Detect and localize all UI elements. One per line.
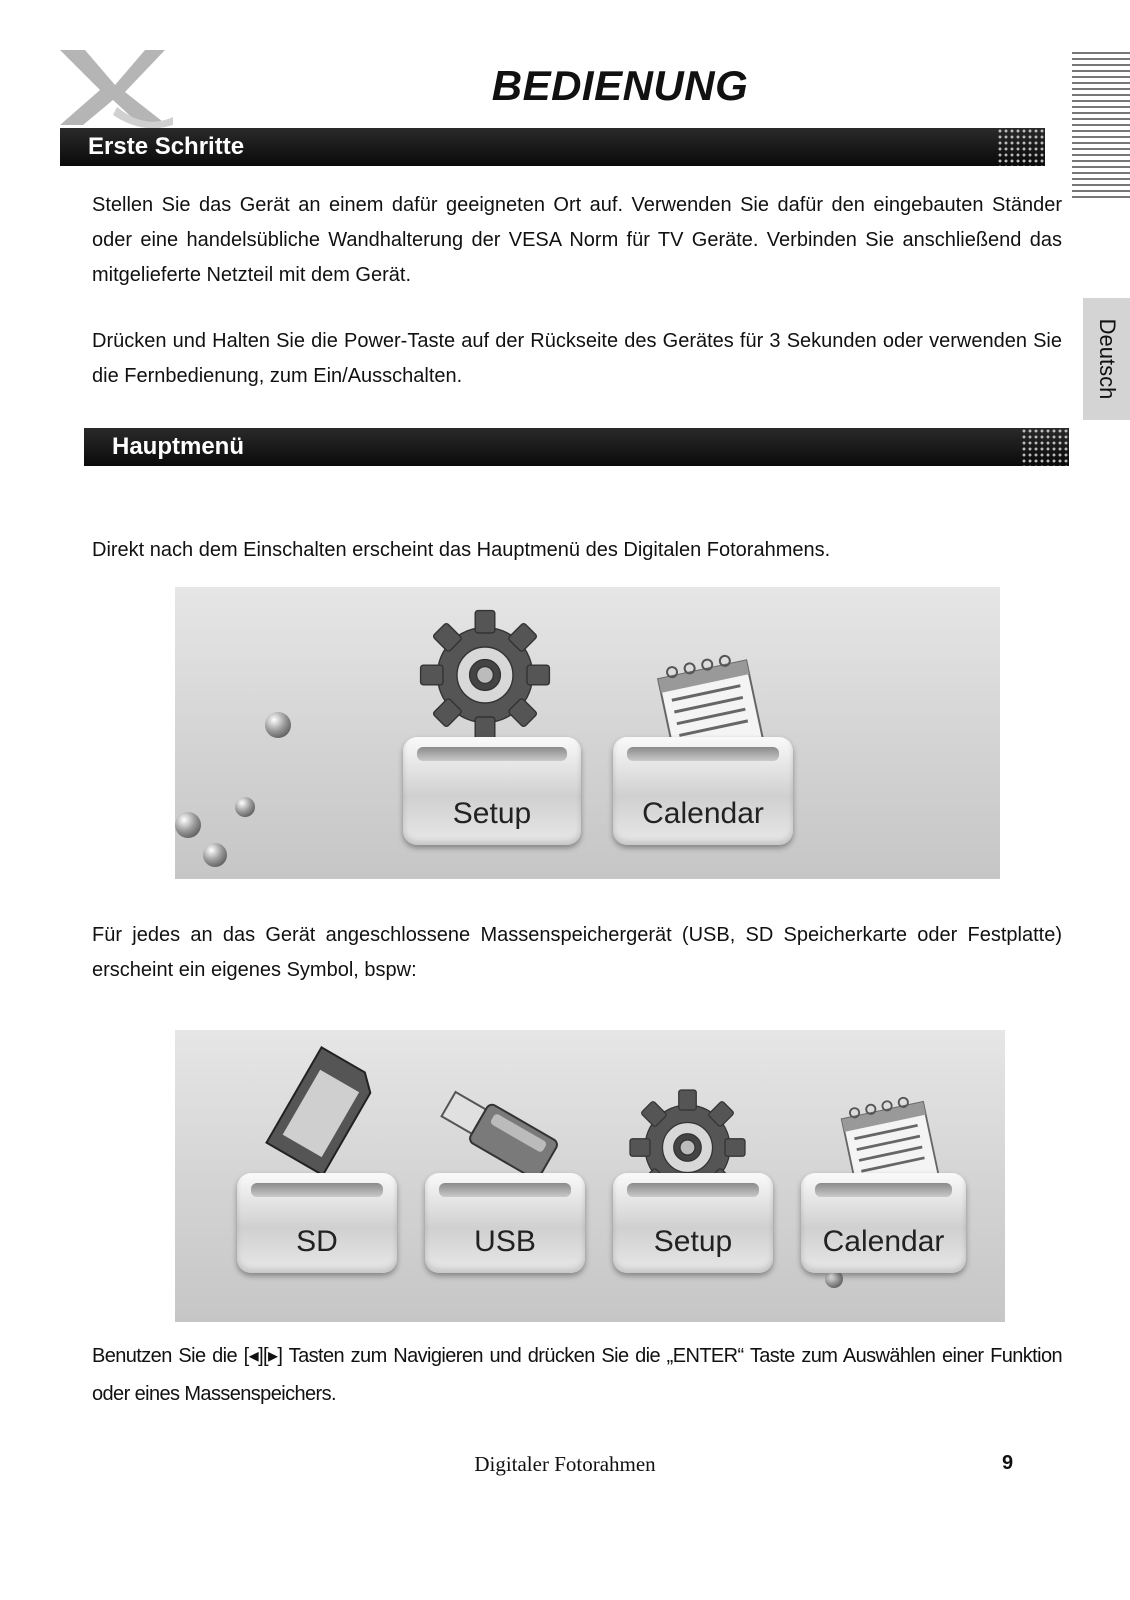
paragraph-storage-devices: Für jedes an das Gerät angeschlossene Massenspeichergerät (USB, SD Speicherkarte oder Festplatte) erscheint ein eigenes Symbol, bspw: <box>92 924 1062 981</box>
page-number: 9 <box>1002 1452 1014 1474</box>
heading-dots-decoration <box>1021 428 1069 466</box>
menu-tile-label: Calendar <box>822 1225 945 1258</box>
paragraph-main-menu: Direkt nach dem Einschalten erscheint das Hauptmenü des Digitalen Fotorahmens. <box>92 539 831 561</box>
decorative-stripes <box>1072 52 1130 202</box>
section-heading-text: Erste Schritte <box>88 133 245 160</box>
footer-product-name: Digitaler Fotorahmen <box>474 1452 656 1476</box>
paragraph-power: Drücken und Halten Sie die Power-Taste auf der Rückseite des Gerätes für 3 Sekunden oder verwenden Sie die Fernbedienung, zum Ein/Ausschalten. <box>92 330 1062 387</box>
paragraph-setup: Stellen Sie das Gerät an einem dafür geeigneten Ort auf. Verwenden Sie dafür den eingebauten Ständer oder eine handelsübliche Wandhalterung der VESA Norm für TV Geräte. Verbinden Sie anschließend das mitgelieferte Netzteil mit dem Gerät. <box>92 194 1062 286</box>
gear-icon <box>415 605 555 745</box>
decorative-ball <box>175 812 201 838</box>
menu-tile-calendar[interactable] <box>613 737 793 845</box>
menu-tile-setup[interactable] <box>613 1173 773 1273</box>
tile-slot <box>627 747 779 761</box>
tile-slot <box>815 1183 952 1197</box>
sd-card-icon <box>260 1045 380 1175</box>
tile-slot <box>251 1183 383 1197</box>
decorative-ball <box>235 797 255 817</box>
tile-slot <box>627 1183 759 1197</box>
brand-logo <box>55 45 175 130</box>
decorative-ball <box>265 712 291 738</box>
menu-tile-label: Setup <box>452 797 532 830</box>
tile-slot <box>417 747 567 761</box>
decorative-ball <box>203 843 227 867</box>
menu-tile-label: Calendar <box>642 797 764 830</box>
menu-tile-calendar[interactable] <box>801 1173 966 1273</box>
storage-menu-screenshot <box>175 1030 1005 1322</box>
menu-tile-setup[interactable] <box>403 737 581 845</box>
heading-dots-decoration <box>997 128 1045 166</box>
page-title: BEDIENUNG <box>491 62 749 109</box>
menu-tile-sd[interactable] <box>237 1173 397 1273</box>
tile-slot <box>439 1183 571 1197</box>
section-heading-erste-schritte <box>60 128 1045 166</box>
language-tab <box>1083 298 1130 420</box>
paragraph-navigation: Benutzen Sie die [◂][▸] Tasten zum Navigieren und drücken Sie die „ENTER“ Taste zum Auswählen einer Funktion oder eines Massenspeichers. <box>92 1345 1062 1405</box>
menu-tile-label: USB <box>474 1225 536 1258</box>
section-heading-hauptmenue <box>84 428 1069 466</box>
menu-tile-label: SD <box>296 1225 338 1258</box>
section-heading-text: Hauptmenü <box>112 433 244 460</box>
menu-tile-usb[interactable] <box>425 1173 585 1273</box>
main-menu-screenshot <box>175 587 1000 879</box>
menu-tile-label: Setup <box>653 1225 733 1258</box>
language-tab-label: Deutsch <box>1094 318 1120 400</box>
